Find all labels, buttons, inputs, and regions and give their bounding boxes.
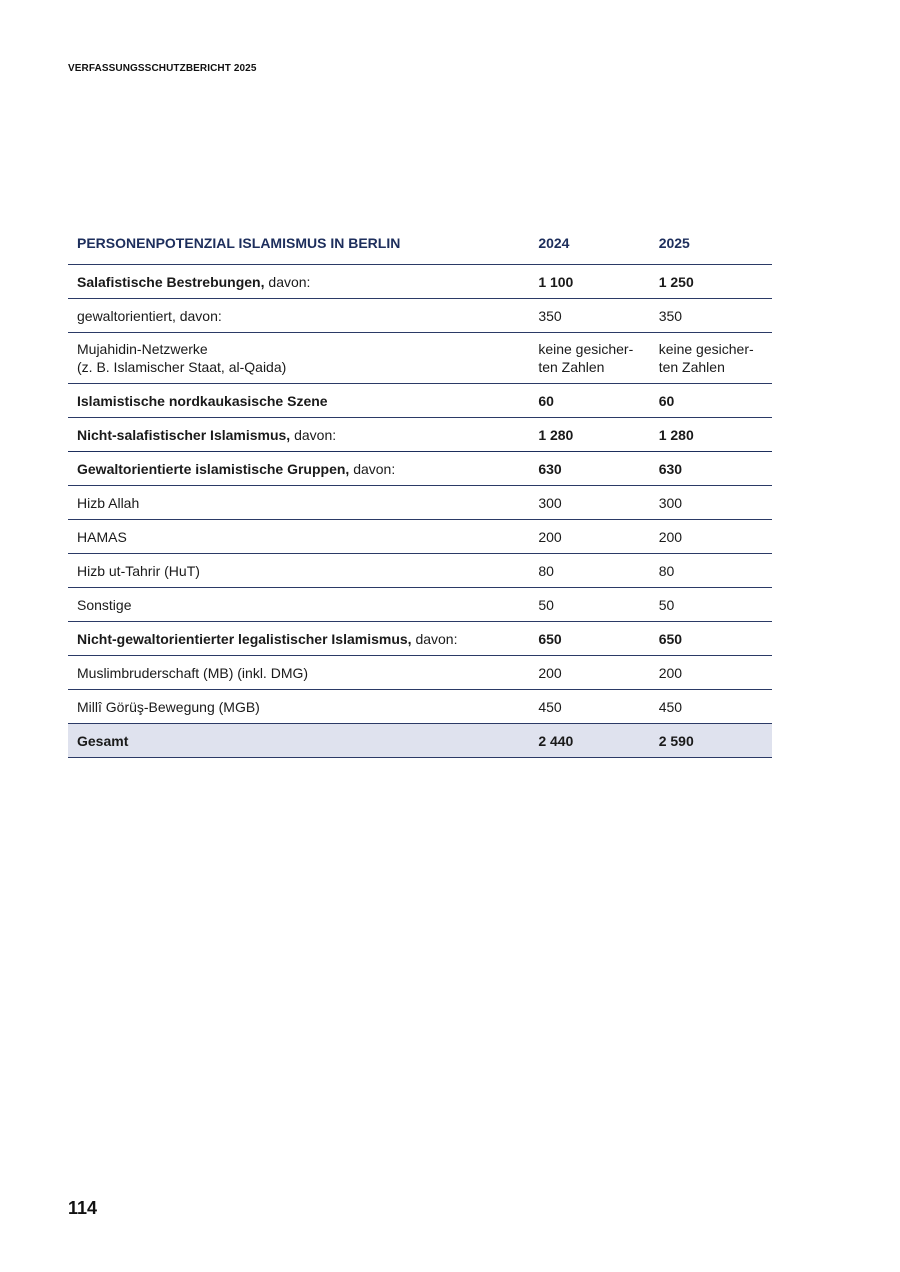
- value-2025: 300: [650, 486, 772, 520]
- row-label-bold: Nicht-salafistischer Islamismus,: [77, 426, 291, 443]
- row-label-rest: davon:: [349, 460, 396, 477]
- value-2025: 80: [650, 554, 772, 588]
- value-2024: 1 100: [529, 265, 649, 299]
- row-label-line2: (z. B. Islamischer Staat, al-Qaida): [77, 359, 287, 375]
- value-2024: 200: [529, 520, 649, 554]
- value-2024: 80: [529, 554, 649, 588]
- row-label-bold: Islamistische nordkaukasische Szene: [77, 392, 328, 409]
- table-row: [68, 384, 772, 418]
- row-label: Hizb ut-Tahrir (HuT): [68, 554, 529, 588]
- table-row: [68, 486, 772, 520]
- row-label: gewaltorientiert, davon:: [68, 299, 529, 333]
- value-2025-line2: ten Zahlen: [658, 359, 725, 375]
- value-2025: 200: [650, 520, 772, 554]
- value-2025: 50: [650, 588, 772, 622]
- row-label: Muslimbruderschaft (MB) (inkl. DMG): [68, 656, 529, 690]
- value-2024: 50: [529, 588, 649, 622]
- table-row: [68, 520, 772, 554]
- value-2025-line1: keine gesicher-: [658, 341, 754, 357]
- table-row: [68, 299, 772, 333]
- row-label-bold: Salafistische Bestrebungen,: [77, 273, 265, 290]
- table-row: [68, 622, 772, 656]
- row-label-line1: Mujahidin-Netzwerke: [77, 341, 208, 357]
- row-label: [68, 418, 529, 452]
- table-row: [68, 554, 772, 588]
- value-2024: 300: [529, 486, 649, 520]
- row-label: [68, 622, 529, 656]
- row-label-bold: Nicht-gewaltorientierter legalistischer Islamismus,: [77, 630, 412, 647]
- total-row: [68, 724, 772, 758]
- table-row: [68, 418, 772, 452]
- value-2025: 630: [650, 452, 772, 486]
- row-label-bold: Gewaltorientierte islamistische Gruppen,: [77, 460, 350, 477]
- row-label: [68, 333, 529, 384]
- table-row: [68, 333, 772, 384]
- row-label-rest: davon:: [290, 426, 337, 443]
- row-label: [68, 384, 529, 418]
- column-header-2024: 2024: [529, 222, 649, 265]
- value-2024: 450: [529, 690, 649, 724]
- row-label: Millî Görüş-Bewegung (MGB): [68, 690, 529, 724]
- value-2024-line1: keine gesicher-: [538, 341, 634, 357]
- table-row: [68, 265, 772, 299]
- total-2025: 2 590: [650, 724, 772, 758]
- total-2024: 2 440: [529, 724, 649, 758]
- table-title: PERSONENPOTENZIAL ISLAMISMUS IN BERLIN: [68, 222, 529, 265]
- table-row: [68, 690, 772, 724]
- row-label: Hizb Allah: [68, 486, 529, 520]
- value-2025: 1 280: [650, 418, 772, 452]
- value-2025: 60: [650, 384, 772, 418]
- total-label: Gesamt: [68, 724, 529, 758]
- row-label: [68, 452, 529, 486]
- value-2024: 630: [529, 452, 649, 486]
- value-2025: 450: [650, 690, 772, 724]
- personenpotenzial-table: [68, 222, 772, 758]
- value-2025: 350: [650, 299, 772, 333]
- row-label-rest: davon:: [411, 630, 458, 647]
- value-2025: 650: [650, 622, 772, 656]
- value-2024: 650: [529, 622, 649, 656]
- value-2024: 350: [529, 299, 649, 333]
- value-2024: 1 280: [529, 418, 649, 452]
- running-head: VERFASSUNGSSCHUTZBERICHT 2025: [68, 63, 257, 74]
- value-2025: 200: [650, 656, 772, 690]
- row-label-rest: davon:: [264, 273, 311, 290]
- table-row: [68, 588, 772, 622]
- value-2025: 1 250: [650, 265, 772, 299]
- value-2024: [529, 333, 649, 384]
- table-header-row: [68, 222, 772, 265]
- row-label: [68, 265, 529, 299]
- row-label: Sonstige: [68, 588, 529, 622]
- table-row: [68, 656, 772, 690]
- column-header-2025: 2025: [650, 222, 772, 265]
- page-number: 114: [68, 1198, 98, 1218]
- row-label: HAMAS: [68, 520, 529, 554]
- table-row: [68, 452, 772, 486]
- value-2024: 200: [529, 656, 649, 690]
- value-2025: [650, 333, 772, 384]
- value-2024: 60: [529, 384, 649, 418]
- value-2024-line2: ten Zahlen: [538, 359, 605, 375]
